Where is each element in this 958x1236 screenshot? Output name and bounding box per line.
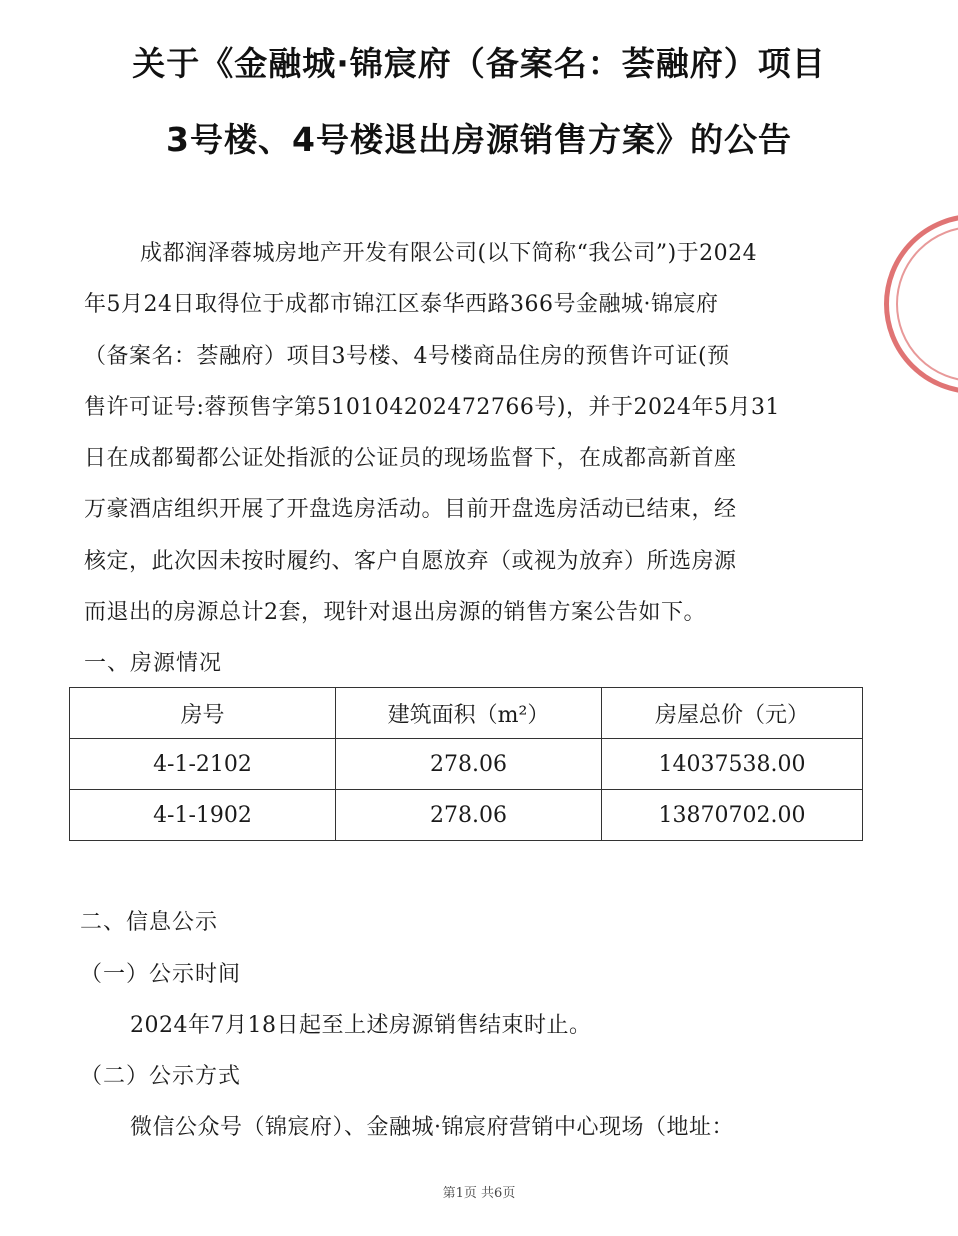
section-heading-disclosure: 二、信息公示 bbox=[80, 910, 219, 935]
intro-line: 成都润泽蓉城房地产开发有限公司(以下简称“我公司”)于2024 bbox=[140, 241, 758, 266]
cell-area: 278.06 bbox=[336, 739, 602, 790]
table-row bbox=[70, 790, 863, 841]
subheading-disclosure-time: （一）公示时间 bbox=[80, 962, 242, 987]
listings-table bbox=[69, 687, 863, 841]
table-header-row bbox=[70, 688, 863, 739]
cell-price: 14037538.00 bbox=[602, 739, 863, 790]
disclosure-time-text: 2024年7月18日起至上述房源销售结束时止。 bbox=[130, 1013, 592, 1038]
intro-paragraph bbox=[84, 228, 862, 638]
page-number: 第1页 共6页 bbox=[442, 1186, 516, 1201]
column-header-area: 建筑面积（m²） bbox=[336, 688, 602, 739]
page-title-line-2: 3号楼、4号楼退出房源销售方案》的公告 bbox=[166, 120, 792, 159]
section-heading-listings: 一、房源情况 bbox=[84, 651, 223, 676]
column-header-unit: 房号 bbox=[70, 688, 336, 739]
intro-line: 售许可证号:蓉预售字第510104202472766号)，并于2024年5月31 bbox=[84, 394, 780, 420]
table-row bbox=[70, 739, 863, 790]
intro-line: 核定，此次因未按时履约、客户自愿放弃（或视为放弃）所选房源 bbox=[84, 548, 737, 574]
disclosure-method-text: 微信公众号（锦宸府）、金融城·锦宸府营销中心现场（地址： bbox=[130, 1115, 734, 1140]
intro-line: 万豪酒店组织开展了开盘选房活动。目前开盘选房活动已结束，经 bbox=[84, 497, 737, 523]
seal-outer-ring bbox=[884, 214, 958, 394]
intro-line: 而退出的房源总计2套，现针对退出房源的销售方案公告如下。 bbox=[84, 600, 706, 626]
cell-price: 13870702.00 bbox=[602, 790, 863, 841]
subheading-disclosure-method: （二）公示方式 bbox=[80, 1064, 242, 1089]
seal-inner-ring bbox=[896, 226, 958, 382]
page-title-line-1: 关于《金融城·锦宸府（备案名：荟融府）项目 bbox=[132, 44, 826, 83]
cell-area: 278.06 bbox=[336, 790, 602, 841]
intro-line: 日在成都蜀都公证处指派的公证员的现场监督下，在成都高新首座 bbox=[84, 446, 737, 472]
cell-unit: 4-1-2102 bbox=[70, 739, 336, 790]
intro-line: （备案名：荟融府）项目3号楼、4号楼商品住房的预售许可证(预 bbox=[84, 343, 730, 369]
cell-unit: 4-1-1902 bbox=[70, 790, 336, 841]
intro-line: 年5月24日取得位于成都市锦江区泰华西路366号金融城·锦宸府 bbox=[84, 292, 719, 318]
column-header-price: 房屋总价（元） bbox=[602, 688, 863, 739]
